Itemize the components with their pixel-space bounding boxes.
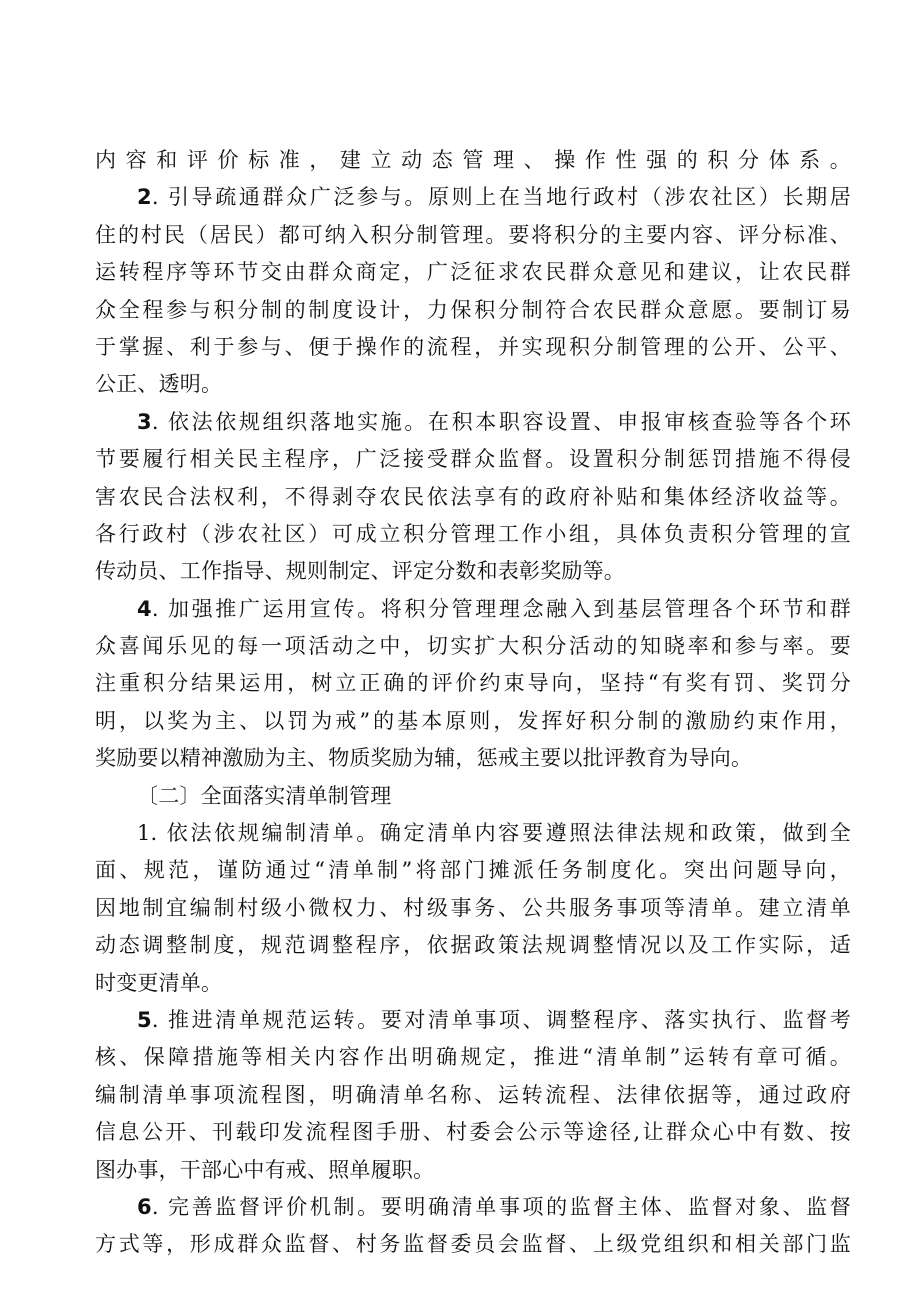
paragraph-line: 传动员、工作指导、规则制定、评定分数和表彰奖励等。 <box>95 559 625 584</box>
paragraph-1-start: 1. 依法依规编制清单。确定清单内容要遵照法律法规和政策，做到全 <box>137 821 851 846</box>
paragraph-line: 注重积分结果运用，树立正确的评价约束导向，坚持“有奖有罚、奖罚分 <box>95 671 851 696</box>
item-number: 3 <box>137 409 152 434</box>
paragraph-line: 众喜闻乐见的每一项活动之中，切实扩大积分活动的知晓率和参与率。要 <box>95 634 851 659</box>
paragraph-line: 内容和评价标准，建立动态管理、操作性强的积分体系。 <box>95 148 851 172</box>
paragraph-line: 于掌握、利于参与、便于操作的流程，并实现积分制管理的公开、公平、 <box>95 334 851 359</box>
paragraph-line: 时变更清单。 <box>95 970 223 995</box>
item-number: 4 <box>137 596 152 621</box>
paragraph-3-start: 3. 依法依规组织落地实施。在积本职容设置、申报审核查验等各个环 <box>137 409 851 434</box>
paragraph-5-start: 5. 推进清单规范运转。要对清单事项、调整程序、落实执行、监督考 <box>137 1007 851 1032</box>
paragraph-line: 害农民合法权利，不得剥夺农民依法享有的政府补贴和集体经济收益等。 <box>95 484 851 509</box>
paragraph-line: 明，以奖为主、以罚为戒”的基本原则，发挥好积分制的激励约束作用， <box>95 708 851 733</box>
paragraph-line: 核、保障措施等相关内容作出明确规定，推进“清单制”运转有章可循。 <box>95 1045 851 1070</box>
item-number: 6 <box>137 1194 152 1219</box>
paragraph-line: 运转程序等环节交由群众商定，广泛征求农民群众意见和建议，让农民群 <box>95 260 851 285</box>
paragraph-6-start: 6. 完善监督评价机制。要明确清单事项的监督主体、监督对象、监督 <box>137 1194 851 1219</box>
paragraph-line: 面、规范，谨防通过“清单制”将部门摊派任务制度化。突出问题导向， <box>95 858 851 883</box>
item-number: 2 <box>137 185 152 210</box>
paragraph-line: 方式等，形成群众监督、村务监督委员会监督、上级党组织和相关部门监 <box>95 1232 851 1257</box>
paragraph-4-start: 4. 加强推广运用宣传。将积分管理理念融入到基层管理各个环节和群 <box>137 596 851 621</box>
paragraph-line: 公正、透明。 <box>95 372 223 397</box>
paragraph-line: 信息公开、刊载印发流程图手册、村委会公示等途径,让群众心中有数、按 <box>95 1120 851 1145</box>
document-body <box>95 142 851 1264</box>
paragraph-line: 动态调整制度，规范调整程序，依据政策法规调整情况以及工作实际，适 <box>95 933 851 958</box>
paragraph-line: 住的村民（居民）都可纳入积分制管理。要将积分的主要内容、评分标准、 <box>95 222 851 247</box>
paragraph-2-start: 2. 引导疏通群众广泛参与。原则上在当地行政村（涉农社区）长期居 <box>137 185 851 210</box>
paragraph-line: 奖励要以精神激励为主、物质奖励为辅，惩戒主要以批评教育为导向。 <box>95 746 753 771</box>
paragraph-line: 图办事，干部心中有戒、照单履职。 <box>95 1157 435 1182</box>
paragraph-line: 各行政村（涉农社区）可成立积分管理工作小组，具体负责积分管理的宣 <box>95 521 851 546</box>
section-heading: 〔二〕全面落实清单制管理 <box>137 783 392 808</box>
paragraph-line: 编制清单事项流程图，明确清单名称、运转流程、法律依据等，通过政府 <box>95 1082 851 1107</box>
item-number: 5 <box>137 1007 152 1032</box>
paragraph-line: 众全程参与积分制的制度设计，力保积分制符合农民群众意愿。要制订易 <box>95 297 851 322</box>
paragraph-line: 节要履行相关民主程序，广泛接受群众监督。设置积分制惩罚措施不得侵 <box>95 447 851 472</box>
paragraph-line: 因地制宜编制村级小微权力、村级事务、公共服务事项等清单。建立清单 <box>95 895 851 920</box>
